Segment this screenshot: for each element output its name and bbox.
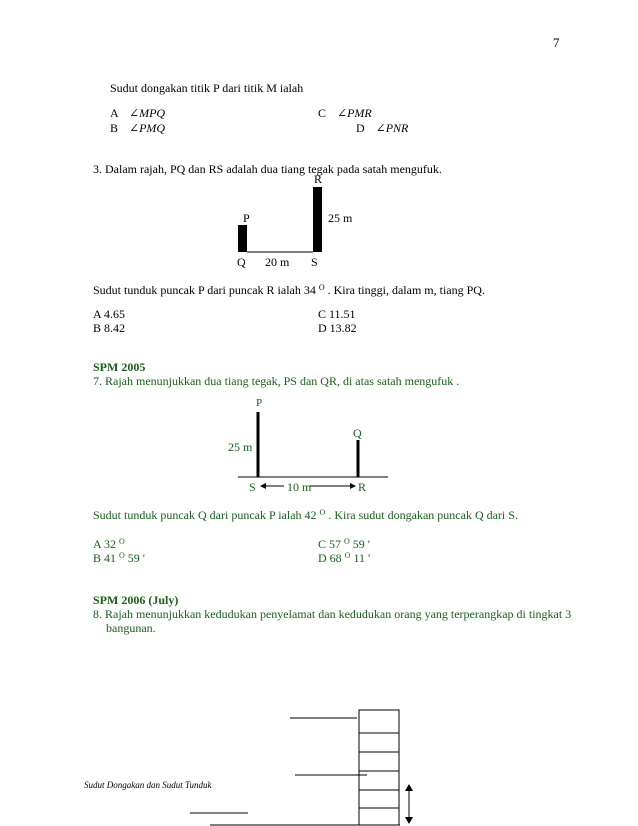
pole-rs: [313, 187, 322, 252]
label-s: S: [311, 255, 318, 269]
degree-symbol: O: [119, 537, 125, 546]
option-letter: A: [110, 106, 119, 120]
prompt-text: Sudut tunduk puncak P dari puncak R ialah 34: [93, 283, 316, 297]
label-r: R: [314, 172, 323, 186]
degree-symbol: O: [344, 551, 351, 560]
option-value: ∠MPQ: [129, 106, 166, 120]
label-r-2005: R: [358, 480, 367, 494]
option-letter: C: [318, 106, 327, 120]
question-8-text-line2: bangunan.: [106, 621, 156, 635]
label-20m: 20 m: [265, 255, 290, 269]
degree-symbol: O: [119, 551, 125, 560]
option-c: C 11.51: [318, 307, 356, 321]
label-25m: 25 m: [328, 211, 353, 225]
option-letter: D: [356, 121, 365, 135]
question-7-prompt: [93, 508, 518, 524]
option-b: B 8.42: [93, 321, 126, 335]
label-25m-2005: 25 m: [228, 440, 253, 454]
heading-spm-2006: SPM 2006 (July): [93, 593, 179, 607]
option-value: ∠PNR: [375, 121, 409, 135]
option-value: B 41: [93, 551, 117, 565]
question-8-text-line1: 8. Rajah menunjukkan kedudukan penyelamat dan kedudukan orang yang terperangkap di tingkat 3: [93, 607, 572, 621]
prompt-text: . Kira sudut dongakan puncak Q dari S.: [328, 508, 518, 522]
option-letter: B: [110, 121, 119, 135]
label-q-2005: Q: [353, 426, 362, 440]
prompt-text: . Kira tinggi, dalam m, tiang PQ.: [327, 283, 485, 297]
option-value: A 32: [93, 537, 117, 551]
option-a: A 4.65: [93, 307, 126, 321]
option-value: D 68: [318, 551, 342, 565]
height-arrow-top: [405, 784, 413, 791]
degree-symbol: O: [344, 537, 350, 546]
arrow-right-head: [350, 483, 356, 489]
pole-pq: [238, 225, 247, 252]
option-value: ∠PMR: [337, 106, 372, 120]
option-d-2005: [318, 551, 370, 567]
question-3-prompt: [93, 283, 485, 299]
option-d: D 13.82: [318, 321, 357, 335]
option-value: ∠PMQ: [129, 121, 166, 135]
option-minutes: 59 ': [352, 537, 370, 551]
label-10m-2005: 10 m: [287, 480, 312, 494]
option-minutes: 59 ': [127, 551, 145, 565]
page-footer: Sudut Dongakan dan Sudut Tunduk: [84, 780, 212, 790]
label-p: P: [243, 211, 250, 225]
option-minutes: 11 ': [353, 551, 371, 565]
question-7-text: 7. Rajah menunjukkan dua tiang tegak, PS dan QR, di atas satah mengufuk .: [93, 374, 460, 388]
arrow-left-head: [260, 483, 266, 489]
question-prev-text: Sudut dongakan titik P dari titik M ialah: [110, 81, 304, 95]
label-q: Q: [237, 255, 246, 269]
label-p-2005: P: [256, 397, 263, 409]
heading-spm-2005: SPM 2005: [93, 360, 146, 374]
degree-symbol: O: [319, 508, 326, 517]
page-number: 7: [553, 35, 560, 50]
option-b-2005: [93, 551, 145, 567]
prompt-text: Sudut tunduk puncak Q dari puncak P ialah 42: [93, 508, 317, 522]
height-arrow-bottom: [405, 817, 413, 824]
question-3-text: 3. Dalam rajah, PQ dan RS adalah dua tiang tegak pada satah mengufuk.: [93, 162, 442, 176]
option-value: C 57: [318, 537, 342, 551]
degree-symbol: O: [318, 283, 325, 292]
label-s-2005: S: [249, 480, 256, 494]
